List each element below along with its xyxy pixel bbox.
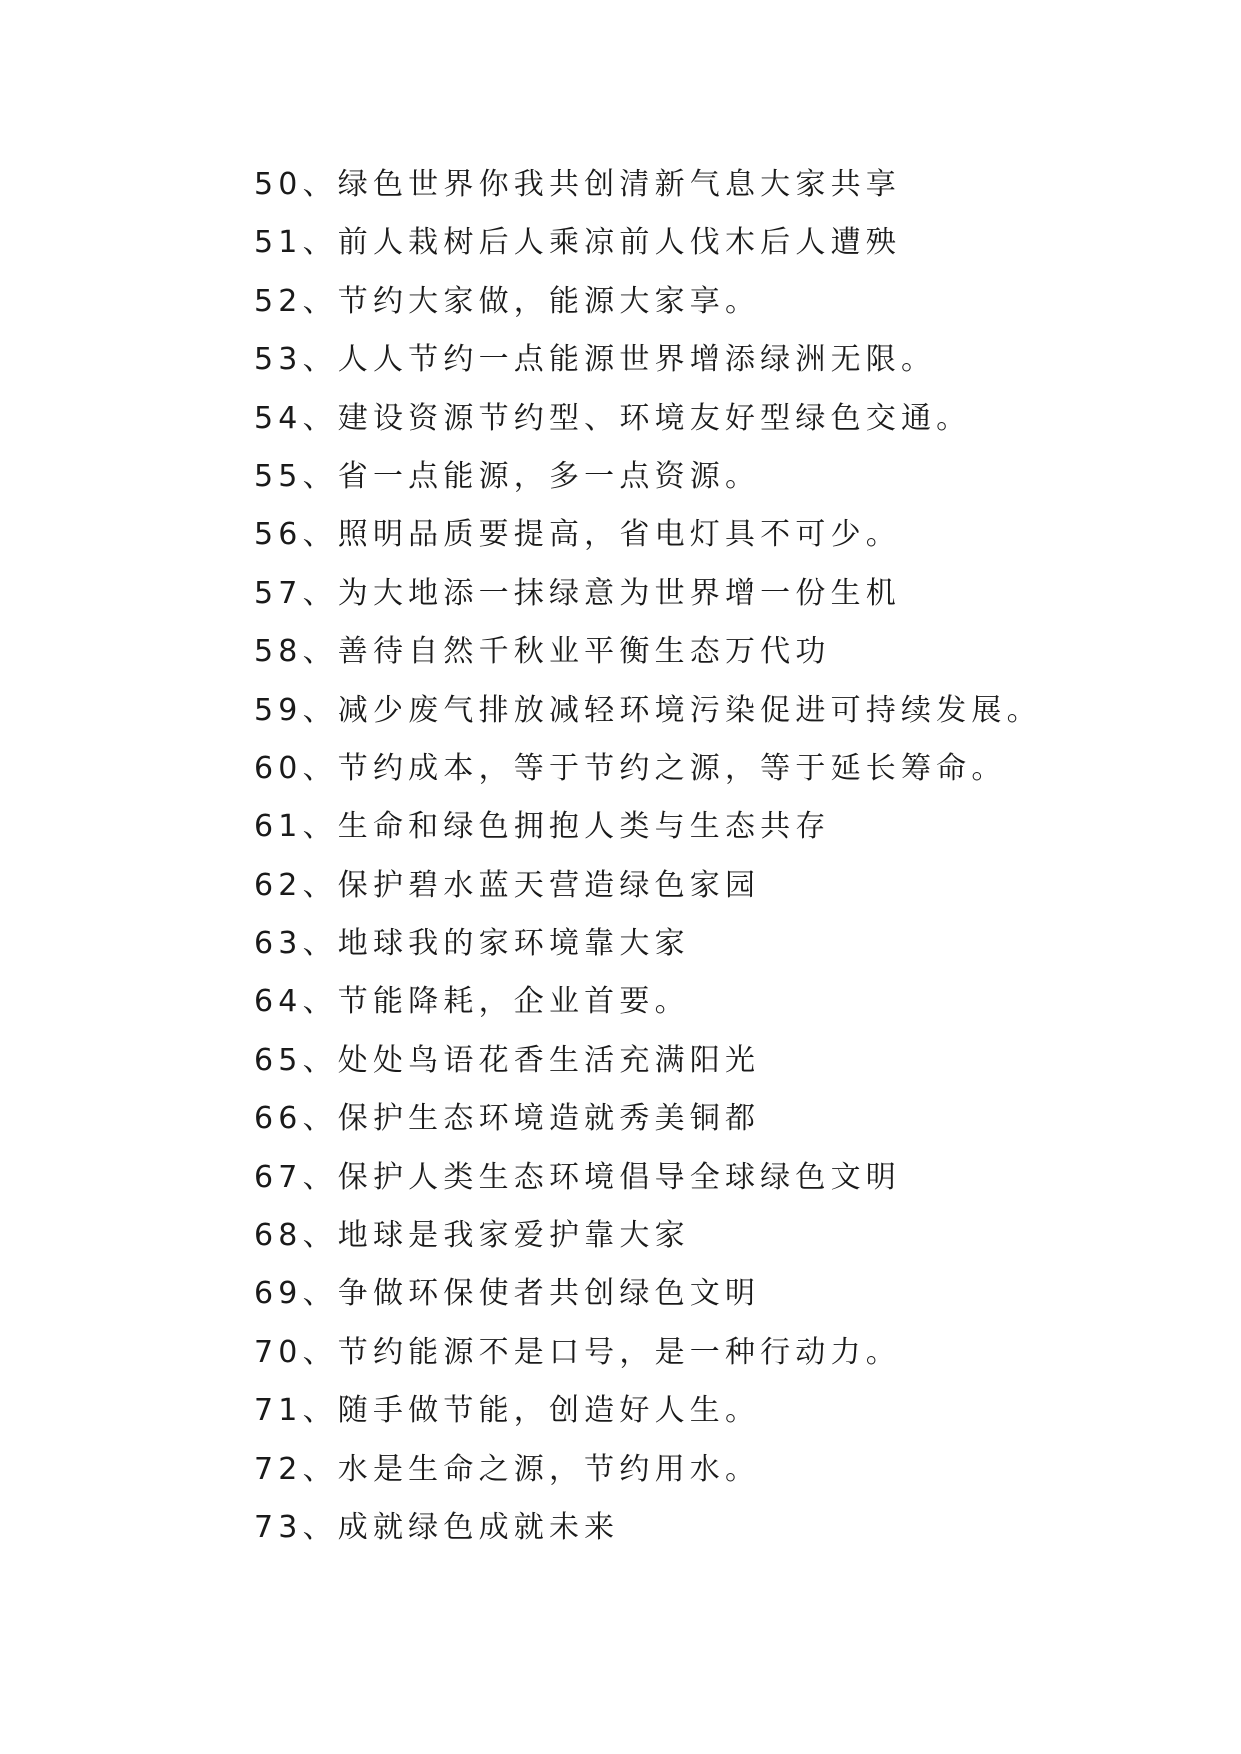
slogan-line: 55、省一点能源，多一点资源。 — [254, 458, 761, 494]
slogan-line: 60、节约成本，等于节约之源，等于延长筹命。 — [254, 750, 1007, 786]
slogan-line: 72、水是生命之源，节约用水。 — [254, 1451, 761, 1487]
slogan-line: 71、随手做节能，创造好人生。 — [254, 1393, 761, 1429]
slogan-line: 50、绿色世界你我共创清新气息大家共享 — [254, 167, 901, 202]
slogan-line: 73、成就绿色成就未来 — [254, 1509, 620, 1545]
slogan-line: 57、为大地添一抹绿意为世界增一份生机 — [254, 575, 901, 611]
slogan-line: 64、节能降耗，企业首要。 — [254, 984, 690, 1020]
slogan-line: 53、人人节约一点能源世界增添绿洲无限。 — [254, 342, 937, 378]
slogan-list — [254, 156, 1042, 1557]
slogan-line: 59、减少废气排放减轻环境污染促进可持续发展。 — [254, 692, 1042, 728]
slogan-line: 58、善待自然千秋业平衡生态万代功 — [254, 634, 831, 670]
slogan-line: 68、地球是我家爱护靠大家 — [254, 1218, 690, 1254]
slogan-line: 66、保护生态环境造就秀美铜都 — [254, 1101, 761, 1137]
slogan-line: 56、照明品质要提高，省电灯具不可少。 — [254, 517, 901, 553]
slogan-line: 67、保护人类生态环境倡导全球绿色文明 — [254, 1159, 901, 1195]
slogan-line: 61、生命和绿色拥抱人类与生态共存 — [254, 809, 831, 845]
slogan-line: 54、建设资源节约型、环境友好型绿色交通。 — [254, 400, 972, 436]
slogan-line: 65、处处鸟语花香生活充满阳光 — [254, 1042, 761, 1078]
slogan-line: 69、争做环保使者共创绿色文明 — [254, 1276, 761, 1312]
slogan-line: 52、节约大家做，能源大家享。 — [254, 283, 761, 319]
slogan-line: 51、前人栽树后人乘凉前人伐木后人遭殃 — [254, 225, 901, 261]
slogan-line: 62、保护碧水蓝天营造绿色家园 — [254, 867, 761, 903]
slogan-line: 63、地球我的家环境靠大家 — [254, 926, 690, 962]
slogan-line: 70、节约能源不是口号，是一种行动力。 — [254, 1334, 901, 1370]
